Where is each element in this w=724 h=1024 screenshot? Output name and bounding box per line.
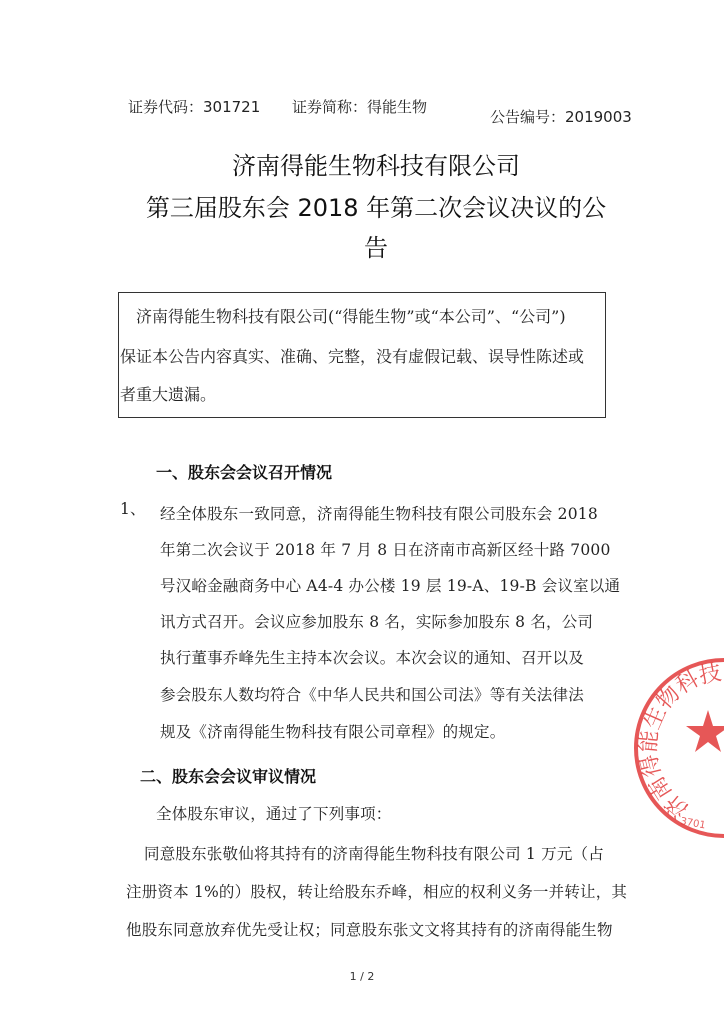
star-icon: [686, 710, 724, 752]
paragraph-line: 参会股东人数均符合《中华人民共和国公司法》等有关法律法: [160, 686, 584, 704]
paragraph-line: 经全体股东一致同意，济南得能生物科技有限公司股东会 2018: [160, 505, 598, 523]
paragraph-line: 同意股东张敬仙将其持有的济南得能生物科技有限公司 1 万元（占: [144, 845, 604, 863]
section-heading-1: 一、股东会会议召开情况: [156, 463, 333, 482]
section-intro: 全体股东审议，通过了下列事项：: [156, 805, 392, 823]
paragraph-line: 注册资本 1%的）股权，转让给股东乔峰，相应的权利义务一并转让，其: [126, 883, 628, 901]
notice-number: 公告编号：2019003: [490, 108, 632, 126]
stock-code: 证券代码：301721: [128, 98, 261, 116]
paragraph-line: 年第二次会议于 2018 年 7 月 8 日在济南市高新区经十路 7000: [160, 541, 611, 559]
paragraph-line: 他股东同意放弃优先受让权；同意股东张文文将其持有的济南得能生物: [126, 921, 613, 939]
seal-text: 济南得能生物科技: [636, 660, 724, 823]
paragraph-line: 号汉峪金融商务中心 A4-4 办公楼 19 层 19-A、19-B 会议室以通: [160, 577, 621, 595]
disclaimer-line: 者重大遗漏。: [120, 385, 217, 404]
title-tail: 告: [364, 234, 388, 262]
paragraph-line: 规及《济南得能生物科技有限公司章程》的规定。: [160, 723, 506, 741]
seal-code: 3701: [679, 816, 707, 832]
title-company: 济南得能生物科技有限公司: [232, 152, 520, 180]
disclaimer-line: 保证本公告内容真实、准确、完整，没有虚假记载、误导性陈述或: [120, 347, 585, 366]
stock-abbreviation: 证券简称：得能生物: [292, 98, 428, 116]
company-seal: [624, 648, 724, 848]
page-number: 1 / 2: [349, 970, 375, 983]
paragraph-line: 执行董事乔峰先生主持本次会议。本次会议的通知、召开以及: [160, 649, 584, 667]
title-meeting: 第三届股东会 2018 年第二次会议决议的公: [145, 194, 607, 222]
section-heading-2: 二、股东会会议审议情况: [140, 767, 317, 786]
disclaimer-line: 济南得能生物科技有限公司(“得能生物”或“本公司”、“公司”): [136, 307, 566, 326]
paragraph-line: 讯方式召开。会议应参加股东 8 名，实际参加股东 8 名，公司: [160, 613, 594, 631]
item-number: 1、: [120, 500, 146, 518]
